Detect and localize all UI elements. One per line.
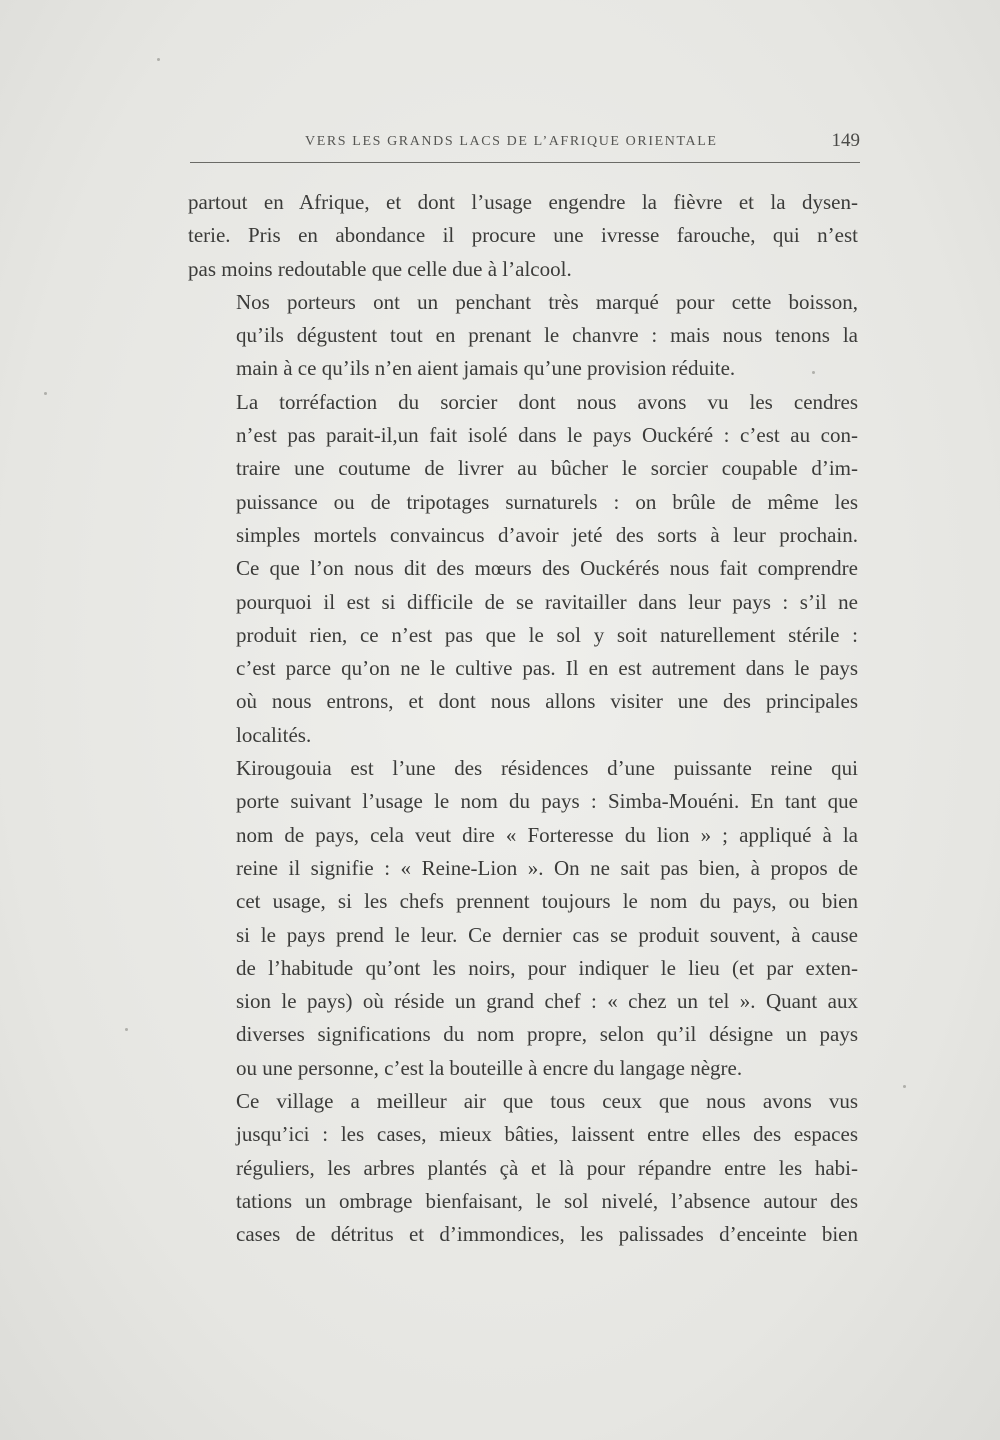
text-line: tations un ombrage bienfaisant, le sol nivelé, l’absence autour des <box>236 1188 858 1213</box>
paper-speck <box>125 1028 128 1031</box>
text-line: terie. Pris en abondance il procure une ivresse farouche, qui n’est <box>188 223 858 248</box>
text-line: puissance ou de tripotages surnaturels : on brûle de même les <box>236 489 858 514</box>
text-line: réguliers, les arbres plantés çà et là pour répandre entre les habi- <box>236 1155 858 1180</box>
text-line: sion le pays) où réside un grand chef : « chez un tel ». Quant aux <box>236 989 858 1014</box>
text-line: cases de détritus et d’immondices, les palissades d’enceinte bien <box>236 1222 858 1247</box>
text-line: porte suivant l’usage le nom du pays : Simba-Mouéni. En tant que <box>236 789 858 814</box>
body-text <box>188 186 858 1252</box>
paragraph <box>188 752 858 1085</box>
text-line: localités. <box>236 722 312 747</box>
text-line: qu’ils dégustent tout en prenant le chanvre : mais nous tenons la <box>236 323 858 348</box>
text-line: jusqu’ici : les cases, mieux bâties, laissent entre elles des espaces <box>236 1122 858 1147</box>
paragraph <box>188 186 858 286</box>
page-header <box>190 128 860 158</box>
page-number: 149 <box>831 130 860 151</box>
paper-speck <box>812 371 815 374</box>
paper-speck <box>157 58 160 61</box>
text-line: Ce que l’on nous dit des mœurs des Ouckérés nous fait comprendre <box>236 556 858 581</box>
text-line: de l’habitude qu’ont les noirs, pour indiquer le lieu (et par exten- <box>236 955 858 980</box>
paper-speck <box>44 392 47 395</box>
text-line: n’est pas parait-il,un fait isolé dans le pays Ouckéré : c’est au con- <box>236 423 858 448</box>
text-line: produit rien, ce n’est pas que le sol y soit naturellement stérile : <box>236 622 858 647</box>
text-line: Nos porteurs ont un penchant très marqué pour cette boisson, <box>236 289 858 314</box>
text-line: si le pays prend le leur. Ce dernier cas se produit souvent, à cause <box>236 922 858 947</box>
paragraph <box>188 386 858 752</box>
text-line: main à ce qu’ils n’en aient jamais qu’une provision réduite. <box>236 356 736 381</box>
text-line: pas moins redoutable que celle due à l’alcool. <box>188 256 572 281</box>
header-rule <box>190 162 860 163</box>
text-line: ou une personne, c’est la bouteille à encre du langage nègre. <box>236 1055 743 1080</box>
text-line: La torréfaction du sorcier dont nous avons vu les cendres <box>236 389 858 414</box>
text-line: où nous entrons, et dont nous allons visiter une des principales <box>236 689 858 714</box>
running-title: VERS LES GRANDS LACS DE L’AFRIQUE ORIENTALE <box>305 134 718 149</box>
text-line: pourquoi il est si difficile de se ravitailler dans leur pays : s’il ne <box>236 589 858 614</box>
text-line: reine il signifie : « Reine-Lion ». On ne sait pas bien, à propos de <box>236 855 858 880</box>
paragraph <box>188 1085 858 1251</box>
text-line: diverses significations du nom propre, selon qu’il désigne un pays <box>236 1022 858 1047</box>
text-line: partout en Afrique, et dont l’usage engendre la fièvre et la dysen- <box>188 190 858 214</box>
text-line: Kirougouia est l’une des résidences d’une puissante reine qui <box>236 756 858 781</box>
text-line: Ce village a meilleur air que tous ceux que nous avons vus <box>236 1089 858 1114</box>
text-line: simples mortels convaincus d’avoir jeté des sorts à leur prochain. <box>236 522 858 547</box>
text-line: nom de pays, cela veut dire « Forteresse du lion » ; appliqué à la <box>236 822 858 847</box>
paper-speck <box>903 1085 906 1088</box>
paragraph <box>188 286 858 386</box>
text-line: c’est parce qu’on ne le cultive pas. Il en est autrement dans le pays <box>236 656 858 681</box>
text-line: cet usage, si les chefs prennent toujours le nom du pays, ou bien <box>236 889 858 914</box>
text-line: traire une coutume de livrer au bûcher le sorcier coupable d’im- <box>236 456 858 481</box>
